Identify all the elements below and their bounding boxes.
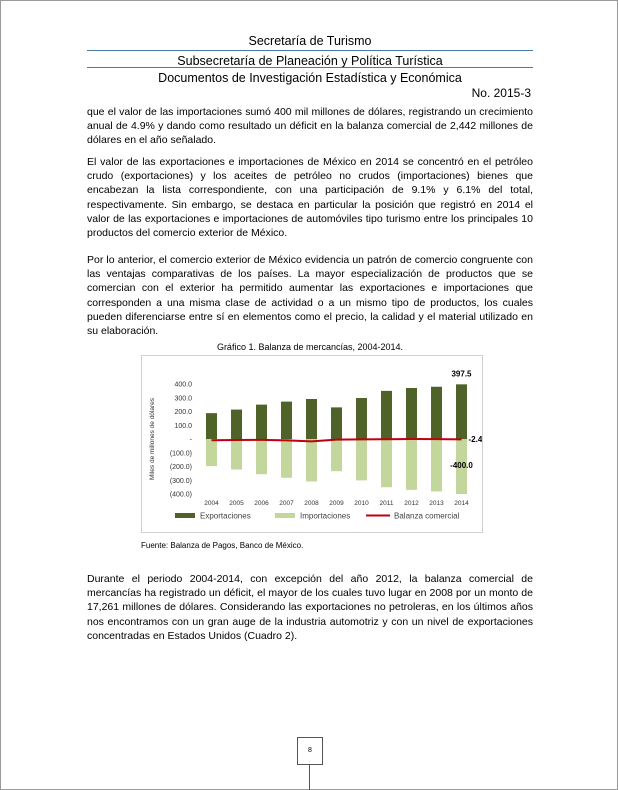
legend-label-balance: Balanza comercial bbox=[394, 511, 460, 521]
imports-bar bbox=[431, 439, 442, 491]
paragraph-trade-pattern: Por lo anterior, el comercio exterior de México evidencia un patrón de comercio congruente con las ventajas comparativas de los países. La mayor especialización de productos que se comercian con el exterior ha permitido aumentar las exportaciones e importaciones que corresponden a una misma clase de actividad o a un mismo tipo de productos, los cuales pueden diferenciarse entre sí en elementos como el precio, la calidad y el material utilizado en su elaboración. bbox=[87, 254, 533, 338]
imports-bar bbox=[256, 439, 267, 474]
exports-bar bbox=[256, 405, 267, 439]
data-label-exports-2014: 397.5 bbox=[451, 369, 472, 379]
imports-bar bbox=[231, 439, 242, 470]
paragraph-imports: que el valor de las importaciones sumó 400 mil millones de dólares, registrando un crecimiento anual de 4.9% y dando como resultado un déficit en la balanza comercial de 2,442 millones de dólares en el año señalado. bbox=[87, 106, 533, 147]
y-tick-label: (400.0) bbox=[169, 491, 192, 499]
exports-bar bbox=[331, 407, 342, 439]
x-tick-label: 2011 bbox=[379, 500, 394, 507]
x-tick-label: 2008 bbox=[304, 500, 319, 507]
data-label-balance-2014: -2.4 bbox=[468, 435, 482, 444]
imports-bar bbox=[306, 439, 317, 481]
legend-label-exports: Exportaciones bbox=[200, 511, 251, 521]
data-label-imports-2014: -400.0 bbox=[450, 461, 473, 470]
header-rule-top bbox=[87, 50, 533, 51]
figure-caption: Gráfico 1. Balanza de mercancías, 2004-2014. bbox=[216, 342, 404, 352]
exports-bar bbox=[381, 391, 392, 439]
exports-bar bbox=[456, 384, 467, 439]
exports-bar bbox=[406, 388, 417, 439]
exports-bar bbox=[281, 402, 292, 439]
page-number-line bbox=[309, 764, 310, 790]
chart-svg bbox=[142, 356, 482, 532]
y-tick-label: - bbox=[189, 436, 192, 444]
x-tick-label: 2006 bbox=[254, 500, 269, 507]
x-tick-label: 2005 bbox=[229, 500, 244, 507]
page-number: 8 bbox=[297, 737, 323, 765]
paragraph-concentration: El valor de las exportaciones e importaciones de México en 2014 se concentró en el petróleo crudo (exportaciones) y los aceites de petróleo no crudos (importaciones) bienes que encabezan la lista correspondiente, con una participación de 9.1% y 6.1% del total, respectivamente. Sin embargo, se destaca en particular la posición que registró en 2014 el valor de las exportaciones e importaciones de automóviles tipo turismo entre los principales 10 productos del comercio exterior de México. bbox=[87, 156, 533, 240]
legend-swatch-imports bbox=[275, 513, 295, 518]
legend-label-imports: Importaciones bbox=[300, 511, 351, 521]
x-tick-label: 2014 bbox=[454, 500, 469, 507]
y-tick-label: 300.0 bbox=[174, 395, 192, 403]
imports-bar bbox=[206, 439, 217, 466]
imports-bar bbox=[281, 439, 292, 478]
y-tick-label: 400.0 bbox=[174, 381, 192, 389]
header-rule-bottom bbox=[87, 67, 533, 68]
y-tick-label: 200.0 bbox=[174, 409, 192, 416]
imports-bar bbox=[381, 439, 392, 487]
exports-bar bbox=[431, 387, 442, 439]
exports-bar bbox=[206, 413, 217, 439]
imports-bar bbox=[406, 439, 417, 490]
y-tick-label: 100.0 bbox=[174, 422, 192, 430]
header-subsecretaria: Subsecretaría de Planeación y Política Turística bbox=[177, 54, 443, 68]
exports-bar bbox=[306, 399, 317, 439]
x-tick-label: 2009 bbox=[329, 500, 344, 507]
x-tick-label: 2007 bbox=[279, 500, 294, 507]
figure-source: Fuente: Balanza de Pagos, Banco de México. bbox=[141, 541, 304, 550]
header-secretaria: Secretaría de Turismo bbox=[248, 34, 372, 48]
document-number: No. 2015-3 bbox=[471, 86, 531, 100]
exports-bar bbox=[356, 398, 367, 439]
y-tick-label: (100.0) bbox=[169, 450, 192, 458]
x-tick-label: 2012 bbox=[404, 500, 419, 507]
y-tick-label: (200.0) bbox=[169, 464, 192, 471]
trade-balance-chart bbox=[141, 355, 483, 533]
legend-swatch-exports bbox=[175, 513, 195, 518]
y-axis-label: Miles de millones de dólares bbox=[149, 397, 156, 481]
imports-bar bbox=[356, 439, 367, 480]
x-tick-label: 2010 bbox=[354, 500, 369, 507]
y-tick-label: (300.0) bbox=[169, 477, 192, 485]
x-tick-label: 2004 bbox=[204, 500, 219, 507]
x-tick-label: 2013 bbox=[429, 500, 444, 507]
header-series-title: Documentos de Investigación Estadística y Económica bbox=[158, 71, 462, 85]
exports-bar bbox=[231, 410, 242, 439]
paragraph-deficit-history: Durante el periodo 2004-2014, con excepción del año 2012, la balanza comercial de mercancías ha registrado un déficit, el mayor de los cuales tuvo lugar en 2008 por un monto de 17,261 millones de dólares. Considerando las exportaciones no petroleras, en los últimos años nos encontramos con un gran auge de la industria automotriz y con un nivel de exportaciones concentradas en Estados Unidos (Cuadro 2). bbox=[87, 573, 533, 642]
imports-bar bbox=[331, 439, 342, 471]
